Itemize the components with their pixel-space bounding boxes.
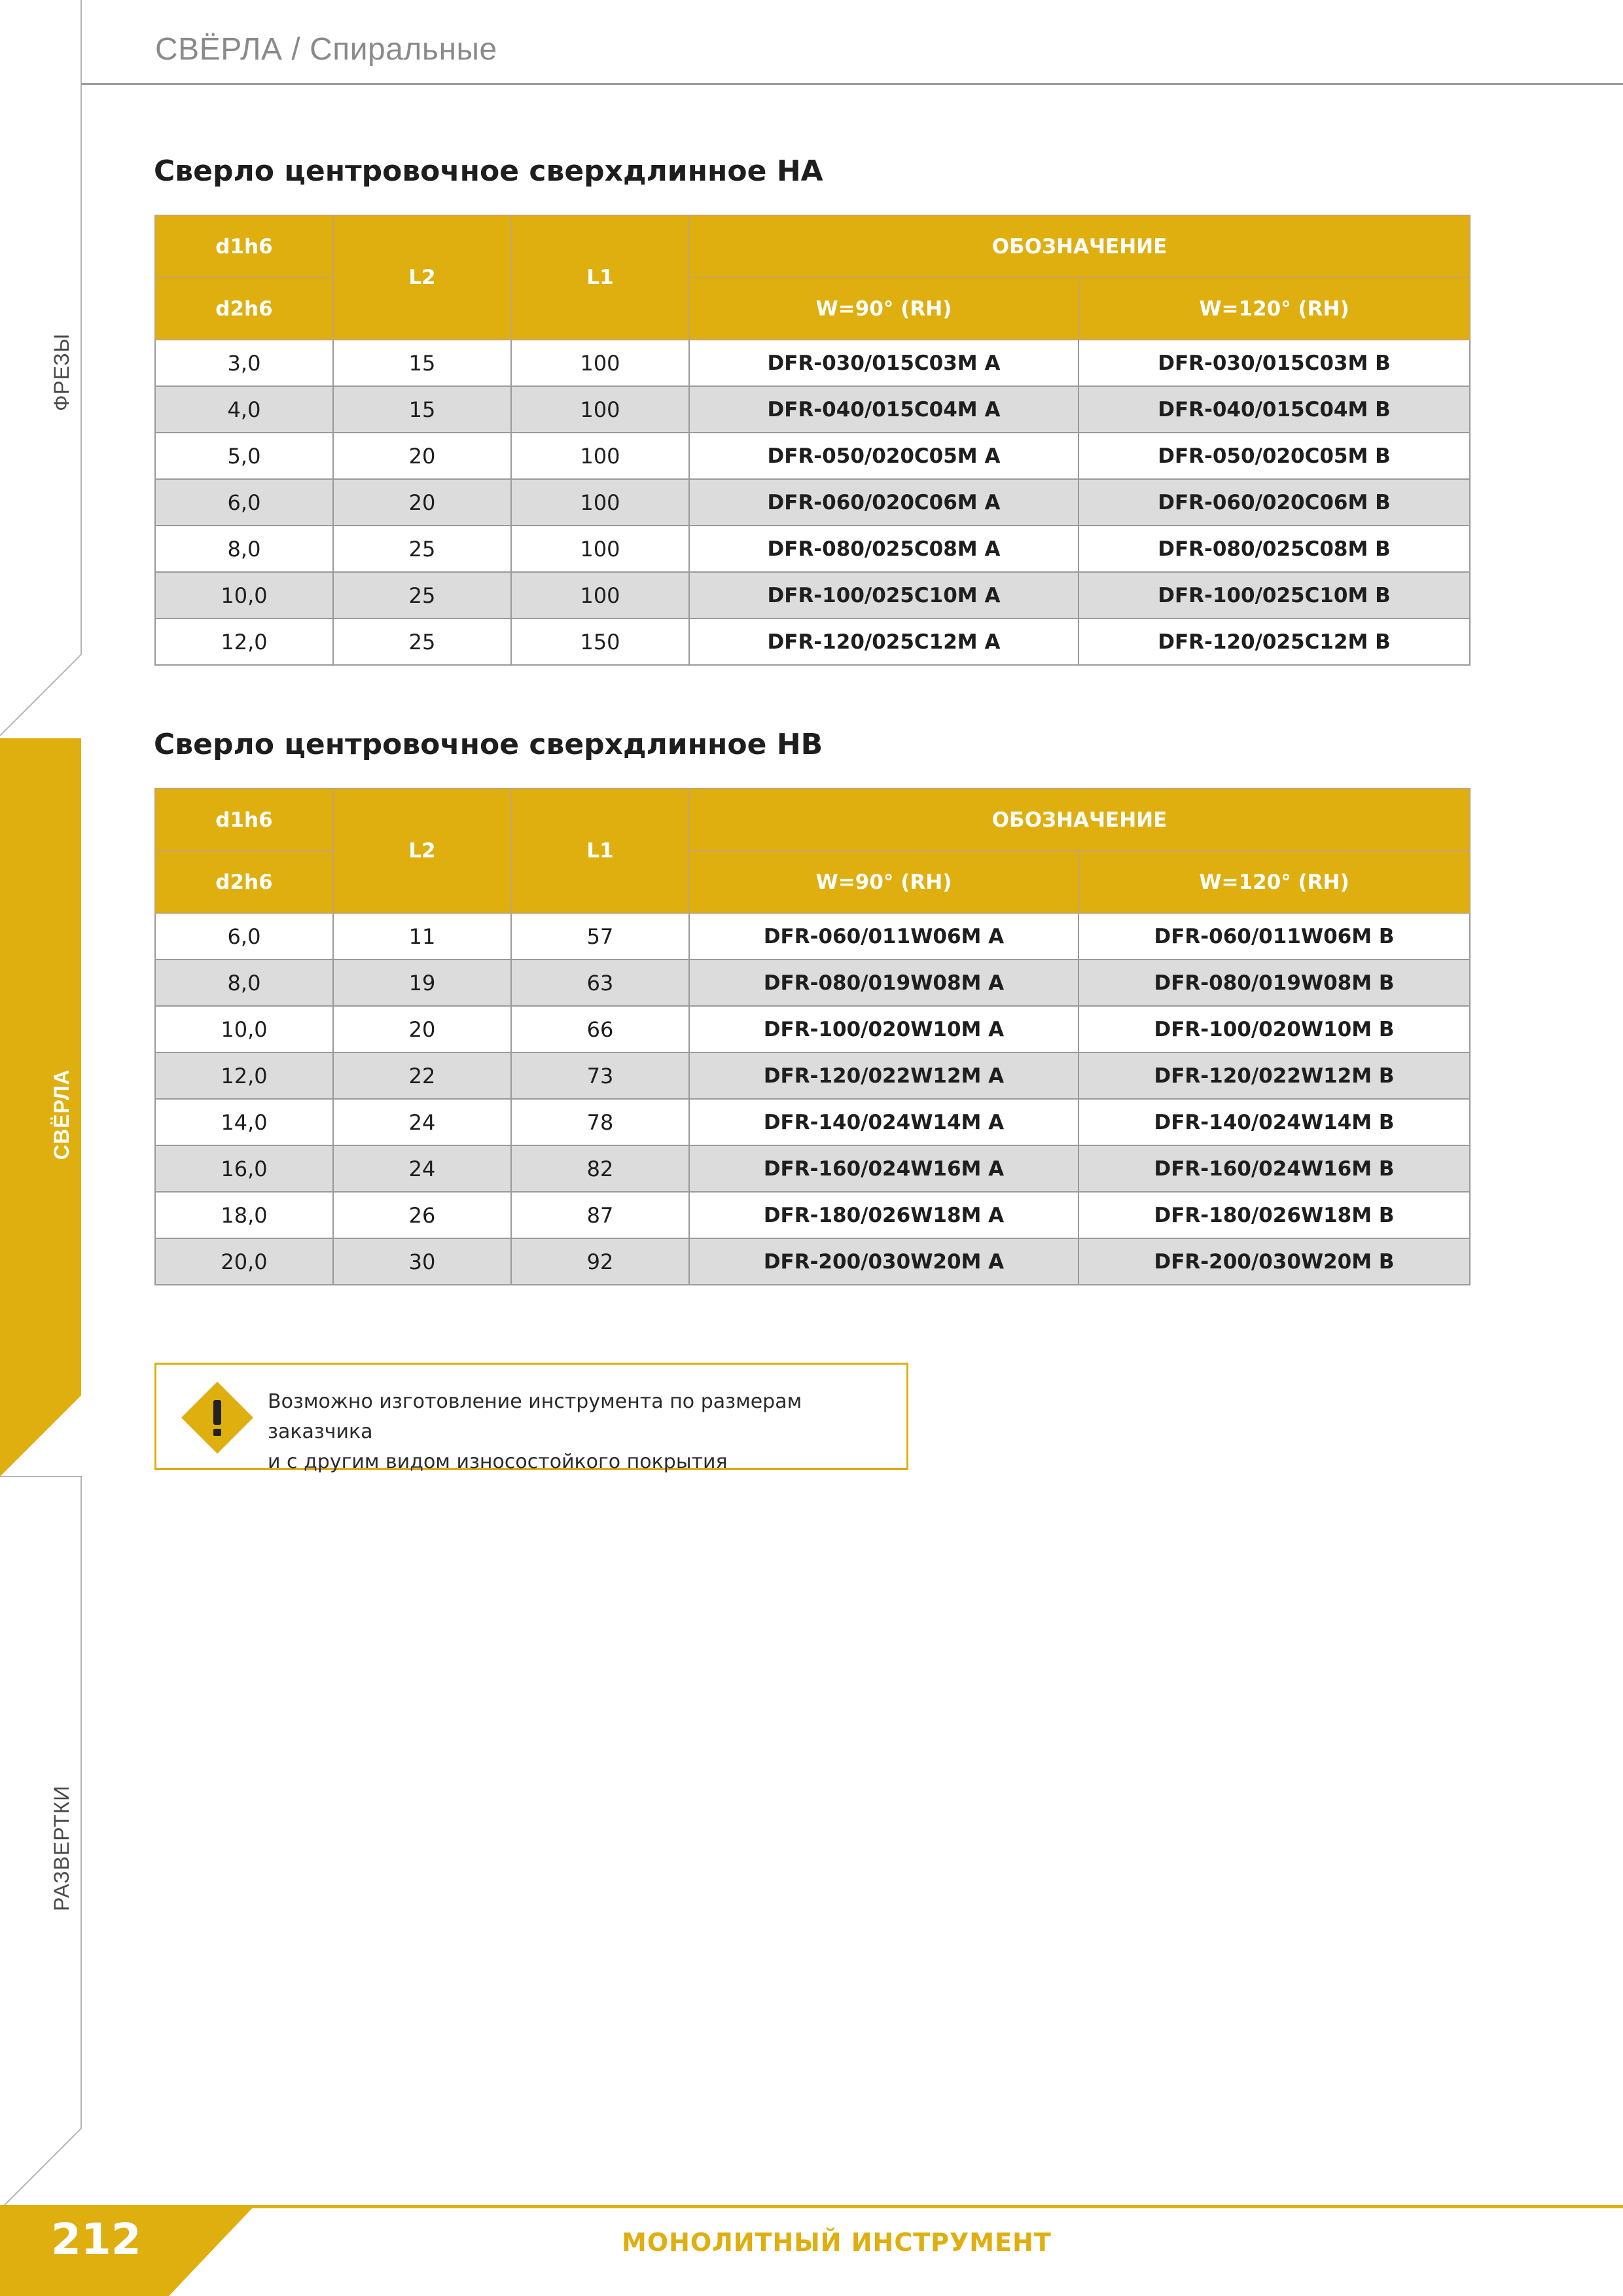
cell-l2: 20: [333, 433, 511, 479]
cell-l1: 87: [511, 1192, 689, 1238]
header-d2: d2h6: [155, 278, 333, 340]
note-text: [268, 1387, 896, 1477]
cell-l2: 25: [333, 526, 511, 572]
cell-code-a: DFR-040/015C04M A: [689, 386, 1079, 433]
cell-l1: 92: [511, 1238, 689, 1285]
cell-code-b: DFR-120/025C12M B: [1079, 619, 1470, 665]
cell-l2: 25: [333, 572, 511, 619]
header-w90: W=90° (RH): [689, 278, 1079, 340]
cell-code-b: DFR-140/024W14M B: [1079, 1099, 1470, 1145]
cell-code-b: DFR-180/026W18M B: [1079, 1192, 1470, 1238]
table-row: [155, 572, 1470, 619]
header-l2: L2: [333, 789, 511, 913]
side-tab-sverla[interactable]: СВЁРЛА: [50, 1069, 73, 1160]
header-divider: [81, 83, 1623, 85]
cell-code-b: DFR-200/030W20M B: [1079, 1238, 1470, 1285]
table-row: [155, 960, 1470, 1006]
spec-table-hb: [154, 788, 1471, 1285]
header-designation: ОБОЗНАЧЕНИЕ: [689, 215, 1470, 278]
header-designation: ОБОЗНАЧЕНИЕ: [689, 789, 1470, 851]
header-d1: d1h6: [155, 215, 333, 278]
cell-d: 10,0: [155, 1006, 333, 1052]
cell-code-a: DFR-120/022W12M A: [689, 1052, 1079, 1099]
cell-l1: 82: [511, 1145, 689, 1192]
header-d1: d1h6: [155, 789, 333, 851]
cell-code-b: DFR-080/025C08M B: [1079, 526, 1470, 572]
cell-code-b: DFR-030/015C03M B: [1079, 340, 1470, 386]
cell-code-b: DFR-100/020W10M B: [1079, 1006, 1470, 1052]
cell-l1: 63: [511, 960, 689, 1006]
header-d2: d2h6: [155, 851, 333, 913]
cell-l1: 100: [511, 526, 689, 572]
cell-l2: 25: [333, 619, 511, 665]
cell-d: 18,0: [155, 1192, 333, 1238]
note-box: [154, 1363, 908, 1473]
cell-code-a: DFR-050/020C05M A: [689, 433, 1079, 479]
cell-l1: 100: [511, 386, 689, 433]
cell-l1: 66: [511, 1006, 689, 1052]
cell-code-b: DFR-080/019W08M B: [1079, 960, 1470, 1006]
header-l1: L1: [511, 789, 689, 913]
cell-l1: 100: [511, 433, 689, 479]
cell-code-a: DFR-100/025C10M A: [689, 572, 1079, 619]
cell-code-b: DFR-040/015C04M B: [1079, 386, 1470, 433]
header-w120: W=120° (RH): [1079, 278, 1470, 340]
table-row: [155, 340, 1470, 386]
cell-d: 14,0: [155, 1099, 333, 1145]
section-title-hb: Сверло центровочное сверхдлинное НВ: [154, 728, 823, 761]
cell-code-a: DFR-030/015C03M A: [689, 340, 1079, 386]
cell-d: 4,0: [155, 386, 333, 433]
cell-code-b: DFR-100/025C10M B: [1079, 572, 1470, 619]
cell-l2: 26: [333, 1192, 511, 1238]
table-row: [155, 386, 1470, 433]
cell-code-a: DFR-080/025C08M A: [689, 526, 1079, 572]
header-w90: W=90° (RH): [689, 851, 1079, 913]
section-title-ha: Сверло центровочное сверхдлинное НА: [154, 154, 823, 188]
cell-code-a: DFR-140/024W14M A: [689, 1099, 1079, 1145]
table-row: [155, 1238, 1470, 1285]
table-row: [155, 1006, 1470, 1052]
cell-l1: 73: [511, 1052, 689, 1099]
cell-l2: 30: [333, 1238, 511, 1285]
header-w120: W=120° (RH): [1079, 851, 1470, 913]
cell-code-b: DFR-120/022W12M B: [1079, 1052, 1470, 1099]
cell-l2: 15: [333, 340, 511, 386]
cell-l1: 78: [511, 1099, 689, 1145]
warning-icon: [181, 1382, 253, 1454]
cell-l2: 19: [333, 960, 511, 1006]
cell-l2: 24: [333, 1145, 511, 1192]
cell-d: 8,0: [155, 960, 333, 1006]
table-row: [155, 1192, 1470, 1238]
cell-code-a: DFR-180/026W18M A: [689, 1192, 1079, 1238]
cell-l1: 150: [511, 619, 689, 665]
footer-title: МОНОЛИТНЫЙ ИНСТРУМЕНТ: [622, 2228, 1052, 2257]
cell-l1: 100: [511, 572, 689, 619]
cell-d: 12,0: [155, 619, 333, 665]
page-number: 212: [51, 2214, 141, 2265]
cell-code-b: DFR-050/020C05M B: [1079, 433, 1470, 479]
cell-d: 6,0: [155, 479, 333, 526]
header-l2: L2: [333, 215, 511, 340]
cell-l1: 100: [511, 340, 689, 386]
header-l1: L1: [511, 215, 689, 340]
cell-code-b: DFR-060/011W06M B: [1079, 913, 1470, 960]
cell-l2: 20: [333, 479, 511, 526]
cell-l2: 15: [333, 386, 511, 433]
cell-l1: 57: [511, 913, 689, 960]
cell-code-a: DFR-060/011W06M A: [689, 913, 1079, 960]
cell-code-a: DFR-060/020C06M A: [689, 479, 1079, 526]
cell-code-b: DFR-160/024W16M B: [1079, 1145, 1470, 1192]
cell-d: 8,0: [155, 526, 333, 572]
cell-code-b: DFR-060/020C06M B: [1079, 479, 1470, 526]
cell-d: 5,0: [155, 433, 333, 479]
cell-code-a: DFR-200/030W20M A: [689, 1238, 1079, 1285]
cell-l1: 100: [511, 479, 689, 526]
cell-l2: 24: [333, 1099, 511, 1145]
cell-l2: 20: [333, 1006, 511, 1052]
note-line-1: Возможно изготовление инструмента по размерам заказчика: [268, 1390, 802, 1443]
cell-code-a: DFR-100/020W10M A: [689, 1006, 1079, 1052]
side-tab-frezy[interactable]: ФРЕЗЫ: [50, 333, 73, 411]
spec-table-ha: [154, 215, 1471, 666]
cell-d: 16,0: [155, 1145, 333, 1192]
cell-code-a: DFR-160/024W16M A: [689, 1145, 1079, 1192]
cell-code-a: DFR-120/025C12M A: [689, 619, 1079, 665]
table-row: [155, 913, 1470, 960]
table-row: [155, 1099, 1470, 1145]
table-row: [155, 526, 1470, 572]
note-line-2: и с другим видом износостойкого покрытия: [268, 1450, 728, 1473]
table-row: [155, 619, 1470, 665]
breadcrumb: СВЁРЛА / Спиральные: [155, 32, 497, 67]
cell-code-a: DFR-080/019W08M A: [689, 960, 1079, 1006]
cell-d: 10,0: [155, 572, 333, 619]
table-row: [155, 1052, 1470, 1099]
cell-d: 20,0: [155, 1238, 333, 1285]
cell-d: 6,0: [155, 913, 333, 960]
table-row: [155, 479, 1470, 526]
side-tab-razvertki[interactable]: РАЗВЕРТКИ: [50, 1785, 73, 1911]
cell-d: 12,0: [155, 1052, 333, 1099]
table-row: [155, 433, 1470, 479]
table-row: [155, 1145, 1470, 1192]
cell-l2: 11: [333, 913, 511, 960]
cell-l2: 22: [333, 1052, 511, 1099]
cell-d: 3,0: [155, 340, 333, 386]
